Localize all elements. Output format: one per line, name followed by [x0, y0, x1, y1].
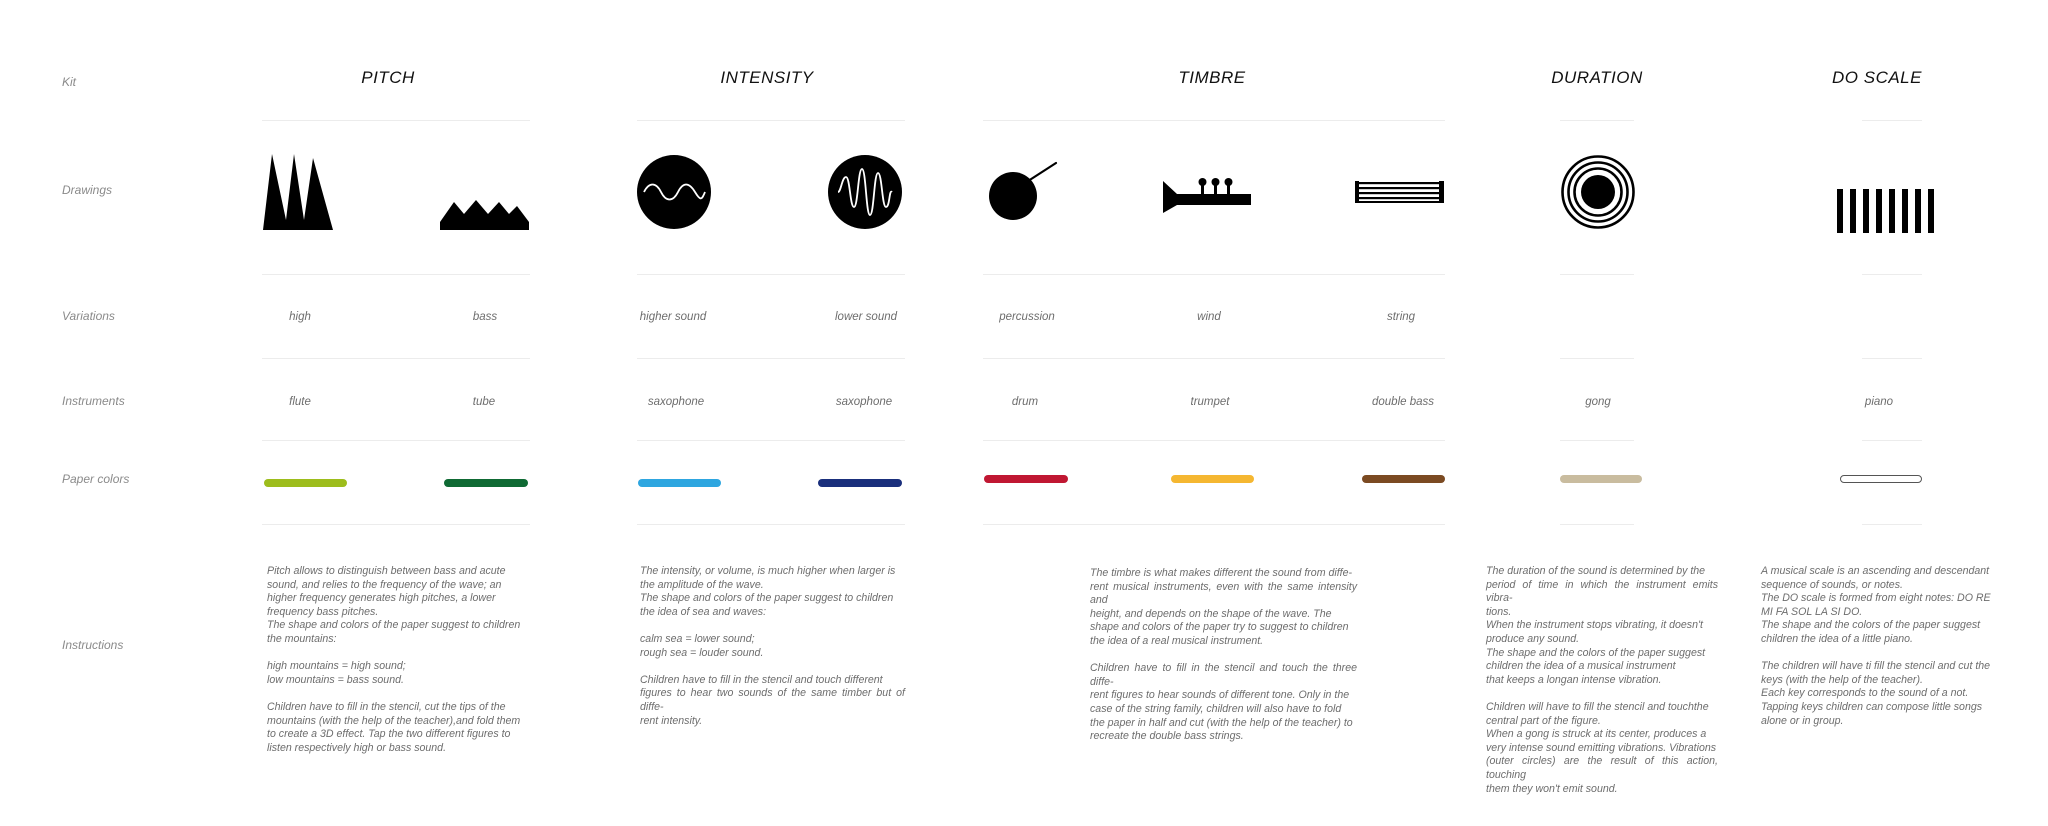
variation-wind: wind	[1197, 311, 1221, 323]
variation-higher-sound: higher sound	[639, 311, 707, 323]
row-label-variations: Variations	[62, 309, 115, 323]
divider	[262, 274, 530, 275]
instrument-tube: tube	[472, 396, 496, 408]
divider	[262, 524, 530, 525]
divider	[983, 274, 1445, 275]
divider	[1862, 274, 1922, 275]
gentle-wave-circle-icon	[637, 155, 711, 229]
instrument-piano: piano	[1864, 396, 1894, 408]
strong-wave-circle-icon	[828, 155, 902, 229]
divider	[637, 120, 905, 121]
instructions-intensity: The intensity, or volume, is much higher when larger is the amplitude of the wave. The shape and colors of the paper suggest to children the idea of sea and waves: calm sea = lower sound; rough sea = louder sound. Children have to fill in the stencil and touch different figures to hear two sounds of the same timber but of diffe- rent intensity.	[640, 565, 905, 727]
divider	[1560, 358, 1634, 359]
instrument-trumpet: trumpet	[1190, 396, 1230, 408]
row-label-instructions: Instructions	[62, 638, 124, 652]
row-label-paper-colors: Paper colors	[62, 472, 130, 486]
variation-bass: bass	[472, 311, 498, 323]
divider	[637, 358, 905, 359]
paper-color-high	[264, 479, 347, 487]
instrument-flute: flute	[289, 396, 311, 408]
divider	[1862, 358, 1922, 359]
column-heading-timbre: TIMBRE	[1178, 68, 1246, 87]
column-heading-do-scale: DO SCALE	[1832, 68, 1922, 87]
divider	[637, 440, 905, 441]
divider	[262, 358, 530, 359]
variation-high: high	[289, 311, 311, 323]
row-label-instruments: Instruments	[62, 394, 125, 408]
instrument-double-bass: double bass	[1371, 396, 1435, 408]
divider	[1560, 440, 1634, 441]
string-instrument-icon	[1355, 180, 1445, 204]
row-label-kit: Kit	[62, 75, 77, 89]
instrument-drum: drum	[1011, 396, 1039, 408]
variation-lower-sound: lower sound	[834, 311, 898, 323]
instrument-gong: gong	[1585, 396, 1611, 408]
instructions-duration: The duration of the sound is determined by the period of time in which the instrument emits vibra- tions. When the instrument stops vibrating, it doesn't produce any sound. The shape and the colors of the paper suggest children the idea of a musical instrument that keeps a longan intense vibration. Children will have to fill the stencil and touchthe central part of the figure. When a gong is struck at its center, produces a very intense sound emitting vibrations. Vibrations (outer circles) are the result of this action, touching them they won't emit sound.	[1486, 565, 1718, 795]
instrument-saxophone: saxophone	[835, 396, 893, 408]
divider	[983, 440, 1445, 441]
trumpet-icon	[1163, 177, 1253, 213]
instructions-timbre: The timbre is what makes different the sound from diffe- rent musical instruments, even with the same intensity and height, and depends on the shape of the wave. The shape and colors of the paper try to suggest to children the idea of a real musical instrument. Children have to fill in the stencil and touch the three diffe- rent figures to hear sounds of different tone. Only in the case of the string family, children will also have to fold the paper in half and cut (with the help of the teacher) to recreate the double bass strings.	[1090, 567, 1357, 743]
divider	[1560, 120, 1634, 121]
instructions-pitch: Pitch allows to distinguish between bass and acute sound, and relies to the frequency of the wave; an higher frequency generates high pitches, a lower frequency bass pitches. The shape and colors of the paper suggest to children the mountains: high mountains = high sound; low mountains = bass sound. Children have to fill in the stencil, cut the tips of the mountains (with the help of the teacher),and fold them to create a 3D effect. Tap the two different figures to listen respectively high or bass sound.	[267, 565, 521, 754]
column-heading-duration: DURATION	[1551, 68, 1643, 87]
drum-icon	[989, 162, 1059, 224]
column-heading-intensity: INTENSITY	[720, 68, 814, 87]
piano-keys-icon	[1837, 189, 1935, 233]
variation-string: string	[1386, 311, 1416, 323]
divider	[983, 358, 1445, 359]
variation-percussion: percussion	[999, 311, 1055, 323]
divider	[262, 120, 530, 121]
paper-color-do-scale	[1840, 475, 1922, 483]
divider	[1560, 274, 1634, 275]
column-heading-pitch: PITCH	[361, 68, 415, 87]
paper-color-bass	[444, 479, 528, 487]
paper-color-lower-sound	[818, 479, 902, 487]
paper-color-duration	[1560, 475, 1642, 483]
paper-color-string	[1362, 475, 1445, 483]
divider	[1560, 524, 1634, 525]
paper-color-percussion	[984, 475, 1068, 483]
row-label-drawings: Drawings	[62, 183, 113, 197]
divider	[1862, 120, 1922, 121]
divider	[637, 274, 905, 275]
divider	[983, 524, 1445, 525]
divider	[983, 120, 1445, 121]
paper-color-wind	[1171, 475, 1254, 483]
divider	[1862, 524, 1922, 525]
instructions-do-scale: A musical scale is an ascending and descendant sequence of sounds, or notes. The DO scale is formed from eight notes: DO RE MI FA SOL LA SI DO. The shape and the colors of the paper suggest children the idea of a little piano. The children will have ti fill the stencil and cut the keys (with the help of the teacher). Each key corresponds to the sound of a not. Tapping keys children can compose little songs alone or in group.	[1761, 565, 1991, 727]
divider	[1862, 440, 1922, 441]
concentric-gong-icon	[1561, 155, 1635, 229]
paper-color-higher-sound	[638, 479, 721, 487]
instrument-saxophone: saxophone	[647, 396, 705, 408]
divider	[262, 440, 530, 441]
tall-peaks-icon	[263, 154, 333, 230]
divider	[637, 524, 905, 525]
low-peaks-icon	[440, 198, 529, 230]
